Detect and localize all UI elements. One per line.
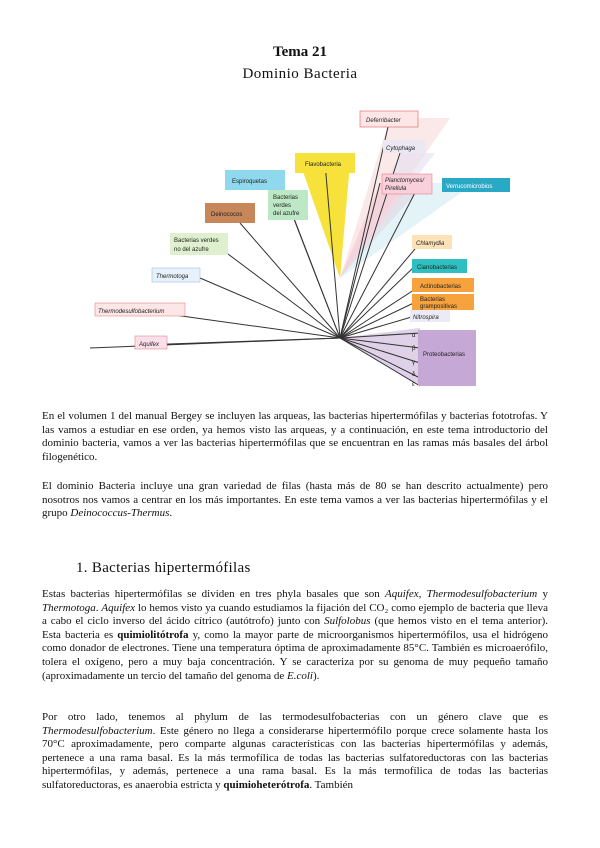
box-proteobacterias: [418, 330, 476, 386]
fan-proteobacterias: [340, 328, 420, 386]
p3-t2: ,: [418, 588, 427, 600]
label-verrucomicrobios: Verrucomicrobios: [446, 184, 493, 190]
p2-text-1: El dominio Bacteria incluye una gran variedad de filas (hasta más de 80 se han descrito actualmente) pero nosotros nos vamos a centrar en los más importantes. En este tema vamos a ver las bacterias hipertermófilas y el grupo: [42, 480, 548, 520]
paragraph-hipertermofilas: [42, 588, 548, 683]
label-bgp-1: Bacterias: [420, 297, 446, 303]
p4-i1: Thermodesulfobacterium: [42, 724, 153, 737]
label-bgp-2: grampositivas: [420, 304, 458, 310]
paragraph-dominio: [42, 480, 548, 521]
label-thermotoga: Thermotoga: [156, 274, 189, 280]
phylogenetic-tree: [90, 108, 510, 393]
label-greek-b: β: [412, 346, 416, 352]
label-bva-2: verdes: [273, 203, 292, 209]
p3-b1: quimiolitótrofa: [117, 628, 189, 641]
label-planctomyces-1: Planctomyces/: [385, 178, 425, 184]
label-cianobacterias: Cianobacterias: [417, 265, 458, 271]
label-espiroquetas: Espiroquetas: [232, 179, 268, 185]
label-greek-d: δ: [412, 372, 416, 378]
page-title: Tema 21: [272, 44, 328, 60]
label-greek-a: α: [412, 333, 416, 339]
label-greek-e: ε: [412, 382, 415, 388]
p3-t8: ).: [312, 669, 320, 682]
p3-i3: Thermotoga: [42, 601, 96, 614]
p3-i4: Aquifex: [101, 601, 136, 614]
p3-i1: Aquifex: [385, 588, 419, 600]
label-cytophaga: Cytophaga: [386, 146, 416, 152]
p3-i2: Thermodesulfobacterium: [426, 588, 538, 600]
label-bvna-2: no del azufre: [174, 247, 209, 253]
label-aquifex: Aquifex: [139, 342, 160, 348]
p2-text-2: .: [169, 507, 173, 520]
label-chlamydia: Chlamydia: [416, 241, 445, 247]
label-actinobacterias: Actinobacterias: [420, 284, 462, 290]
fan-flavobacteria: [300, 163, 350, 278]
p3-t6: (que hemos visto en el tema anterior). Esta bacteria es: [42, 615, 548, 641]
label-proteobacterias: Proteobacterias: [423, 352, 466, 358]
section-heading: 1. Bacterias hipertermófilas: [76, 560, 251, 576]
p4-t1: Por otro lado, tenemos al phylum de las termodesulfobacterias con un género clave que es: [42, 711, 548, 723]
p3-i6: E.coli: [286, 669, 313, 682]
paragraph-intro: [42, 410, 548, 464]
p4-t2: . Este género no llega a considerarse hipertermófilo porque crece solamente hasta los 70°C aproximadamente, pero comparte algunas características con las bacterias hipertermófilas y además, pertenece a una rama basal. Es la más termofílica de todas las bacterias sulfatoreductoras con las bacterias hipertermófilas, y además, pertenece a una rama basal. Es la más termofílica de todas las bacterias sulfatoreductoras, es anaerobia estricta y: [42, 724, 548, 791]
p3-t3: y: [537, 588, 548, 600]
label-planctomyces-2: Pirellula: [385, 186, 407, 192]
p3-i5: Sulfolobus: [324, 615, 371, 628]
paragraph-intro-text: En el volumen 1 del manual Bergey se incluyen las arqueas, las bacterias hipertermófilas y bacterias fototrofas. Y las vamos a estudiar en ese orden, ya hemos visto las arqueas, y a continuación, en este tema introductorio del dominio bacteria, vamos a ver las bacterias hipertermófilas que se encuentran en las ramas más basales del árbol filogenético.: [42, 410, 548, 463]
label-flavobacteria: Flavobacteria: [305, 162, 342, 168]
p3-t1: Estas bacterias hipertermófilas se dividen en tres phyla basales que son: [42, 588, 386, 600]
label-deinococos: Deinococos: [211, 212, 243, 218]
label-bva-3: del azufre: [273, 211, 300, 217]
paragraph-termodesulfobacterias: [42, 711, 548, 793]
label-thermodesulfobacterium: Thermodesulfobacterium: [98, 309, 165, 315]
label-deferribacter: Deferribacter: [366, 118, 401, 124]
label-greek-g: γ: [412, 360, 415, 366]
p4-b1: quimioheterótrofa: [223, 778, 310, 791]
p2-italic-1: Deinococcus-Thermus: [70, 507, 170, 520]
label-bva-1: Bacterias: [273, 195, 299, 201]
p4-t3: . También: [309, 778, 354, 791]
p3-t7: y, como la mayor parte de microorganismos hipertermófilos, usa el hidrógeno como donador de electrones. Tiene una temperatura óptima de aproximadamente 85°C. También es microaerófilo, tolera el oxígeno, pero a muy baja concentración. Y se caracteriza por su genoma de muy pequeño tamaño (aproximadamente un tercio del tamaño del genoma de: [42, 628, 549, 682]
label-nitrospira: Nitrospira: [413, 315, 439, 321]
p3-t5: lo hemos visto ya cuando estudiamos la fijación del CO₂ como ejemplo de bacteria que lleva a cabo el ciclo inverso del ácido cítrico (autótrofo) junto con: [42, 601, 548, 628]
page-subtitle: Dominio Bacteria: [242, 66, 358, 82]
label-bvna-1: Bacterias verdes: [174, 238, 219, 244]
p3-t4: .: [95, 601, 102, 614]
